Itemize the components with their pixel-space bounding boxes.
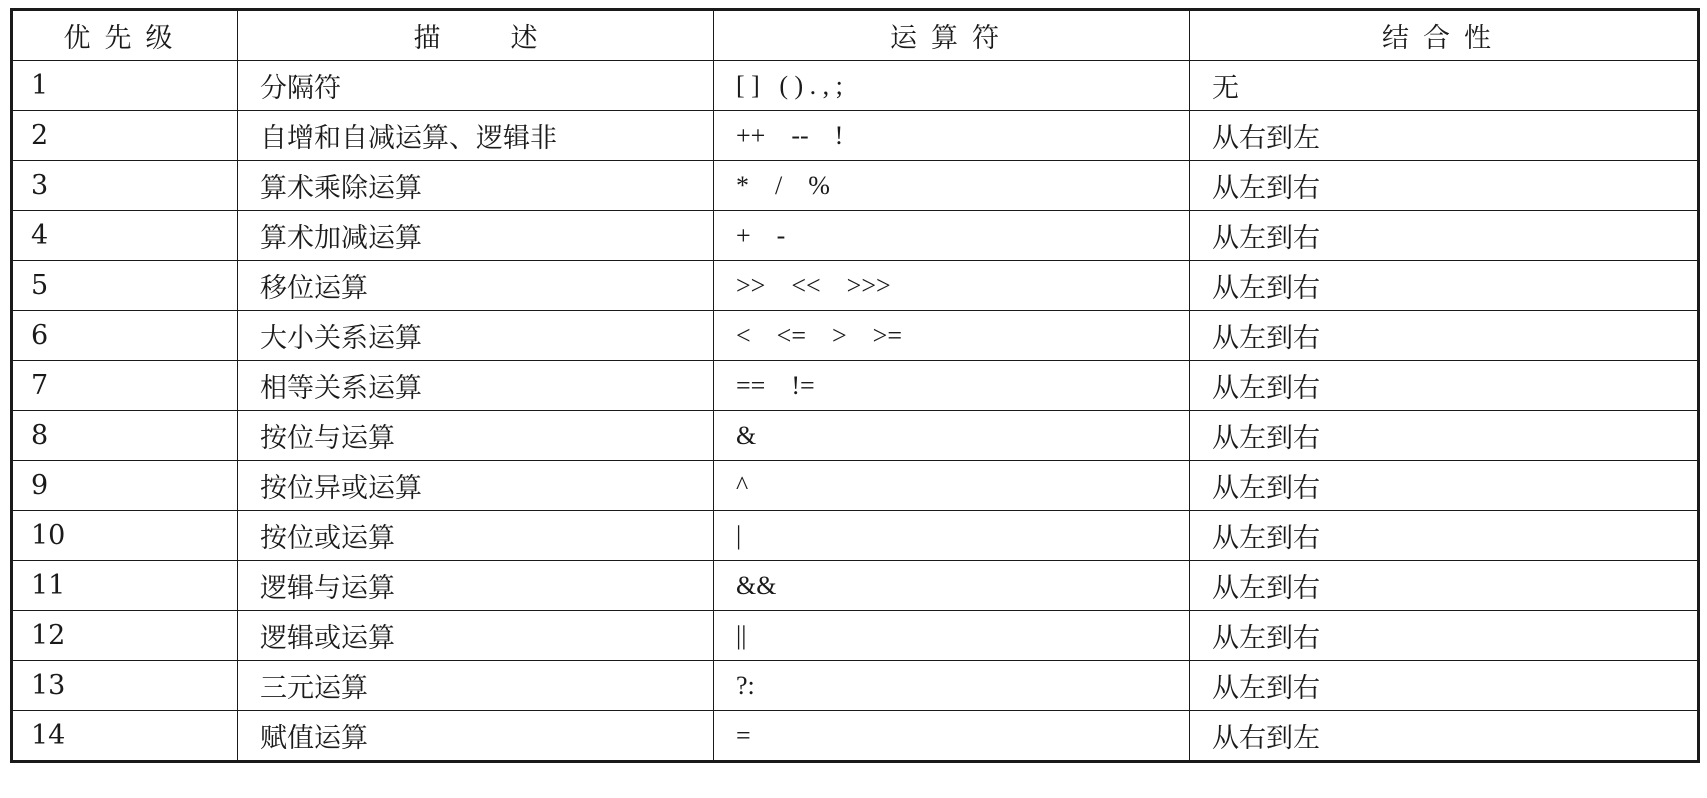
associativity-cell: 从左到右 xyxy=(1190,361,1699,411)
table-row xyxy=(12,511,1699,561)
associativity-cell: 从右到左 xyxy=(1190,111,1699,161)
table-row xyxy=(12,461,1699,511)
description-cell: 逻辑与运算 xyxy=(238,561,714,611)
table-row xyxy=(12,61,1699,111)
operator-precedence-table xyxy=(10,8,1700,763)
table-header xyxy=(12,10,1699,61)
description-cell: 按位与运算 xyxy=(238,411,714,461)
table-row xyxy=(12,111,1699,161)
operators-cell: ^ xyxy=(714,461,1190,511)
priority-cell: 10 xyxy=(12,511,238,561)
table-row xyxy=(12,611,1699,661)
header-operators: 运算符 xyxy=(714,10,1190,61)
operators-cell: < <= > >= xyxy=(714,311,1190,361)
operators-cell: == != xyxy=(714,361,1190,411)
operator-precedence-table-wrapper xyxy=(10,8,1697,763)
description-cell: 算术乘除运算 xyxy=(238,161,714,211)
description-cell: 自增和自减运算、逻辑非 xyxy=(238,111,714,161)
associativity-cell: 从左到右 xyxy=(1190,261,1699,311)
operators-cell: = xyxy=(714,711,1190,762)
associativity-cell: 从左到右 xyxy=(1190,461,1699,511)
description-cell: 按位或运算 xyxy=(238,511,714,561)
priority-cell: 4 xyxy=(12,211,238,261)
description-cell: 按位异或运算 xyxy=(238,461,714,511)
table-row xyxy=(12,711,1699,762)
table-row xyxy=(12,211,1699,261)
priority-cell: 9 xyxy=(12,461,238,511)
header-row xyxy=(12,10,1699,61)
priority-cell: 6 xyxy=(12,311,238,361)
header-associativity: 结合性 xyxy=(1190,10,1699,61)
description-cell: 逻辑或运算 xyxy=(238,611,714,661)
associativity-cell: 从左到右 xyxy=(1190,511,1699,561)
table-row xyxy=(12,261,1699,311)
description-cell: 算术加减运算 xyxy=(238,211,714,261)
associativity-cell: 从左到右 xyxy=(1190,411,1699,461)
table-row xyxy=(12,561,1699,611)
description-cell: 赋值运算 xyxy=(238,711,714,762)
priority-cell: 8 xyxy=(12,411,238,461)
associativity-cell: 从左到右 xyxy=(1190,311,1699,361)
operators-cell: + - xyxy=(714,211,1190,261)
operators-cell: & xyxy=(714,411,1190,461)
table-row xyxy=(12,411,1699,461)
description-cell: 相等关系运算 xyxy=(238,361,714,411)
priority-cell: 5 xyxy=(12,261,238,311)
priority-cell: 3 xyxy=(12,161,238,211)
associativity-cell: 无 xyxy=(1190,61,1699,111)
associativity-cell: 从右到左 xyxy=(1190,711,1699,762)
operators-cell: [ ] ( ) . , ; xyxy=(714,61,1190,111)
table-body xyxy=(12,61,1699,762)
operators-cell: | xyxy=(714,511,1190,561)
operators-cell: && xyxy=(714,561,1190,611)
associativity-cell: 从左到右 xyxy=(1190,561,1699,611)
table-row xyxy=(12,161,1699,211)
associativity-cell: 从左到右 xyxy=(1190,211,1699,261)
operators-cell: >> << >>> xyxy=(714,261,1190,311)
associativity-cell: 从左到右 xyxy=(1190,161,1699,211)
priority-cell: 7 xyxy=(12,361,238,411)
operators-cell: || xyxy=(714,611,1190,661)
priority-cell: 12 xyxy=(12,611,238,661)
description-cell: 分隔符 xyxy=(238,61,714,111)
operators-cell: ?: xyxy=(714,661,1190,711)
priority-cell: 1 xyxy=(12,61,238,111)
description-cell: 三元运算 xyxy=(238,661,714,711)
table-row xyxy=(12,361,1699,411)
description-cell: 大小关系运算 xyxy=(238,311,714,361)
associativity-cell: 从左到右 xyxy=(1190,661,1699,711)
operators-cell: ++ -- ! xyxy=(714,111,1190,161)
header-description: 描述 xyxy=(238,10,714,61)
associativity-cell: 从左到右 xyxy=(1190,611,1699,661)
priority-cell: 14 xyxy=(12,711,238,762)
priority-cell: 11 xyxy=(12,561,238,611)
operators-cell: * / % xyxy=(714,161,1190,211)
header-priority: 优先级 xyxy=(12,10,238,61)
priority-cell: 13 xyxy=(12,661,238,711)
priority-cell: 2 xyxy=(12,111,238,161)
table-row xyxy=(12,661,1699,711)
description-cell: 移位运算 xyxy=(238,261,714,311)
table-row xyxy=(12,311,1699,361)
